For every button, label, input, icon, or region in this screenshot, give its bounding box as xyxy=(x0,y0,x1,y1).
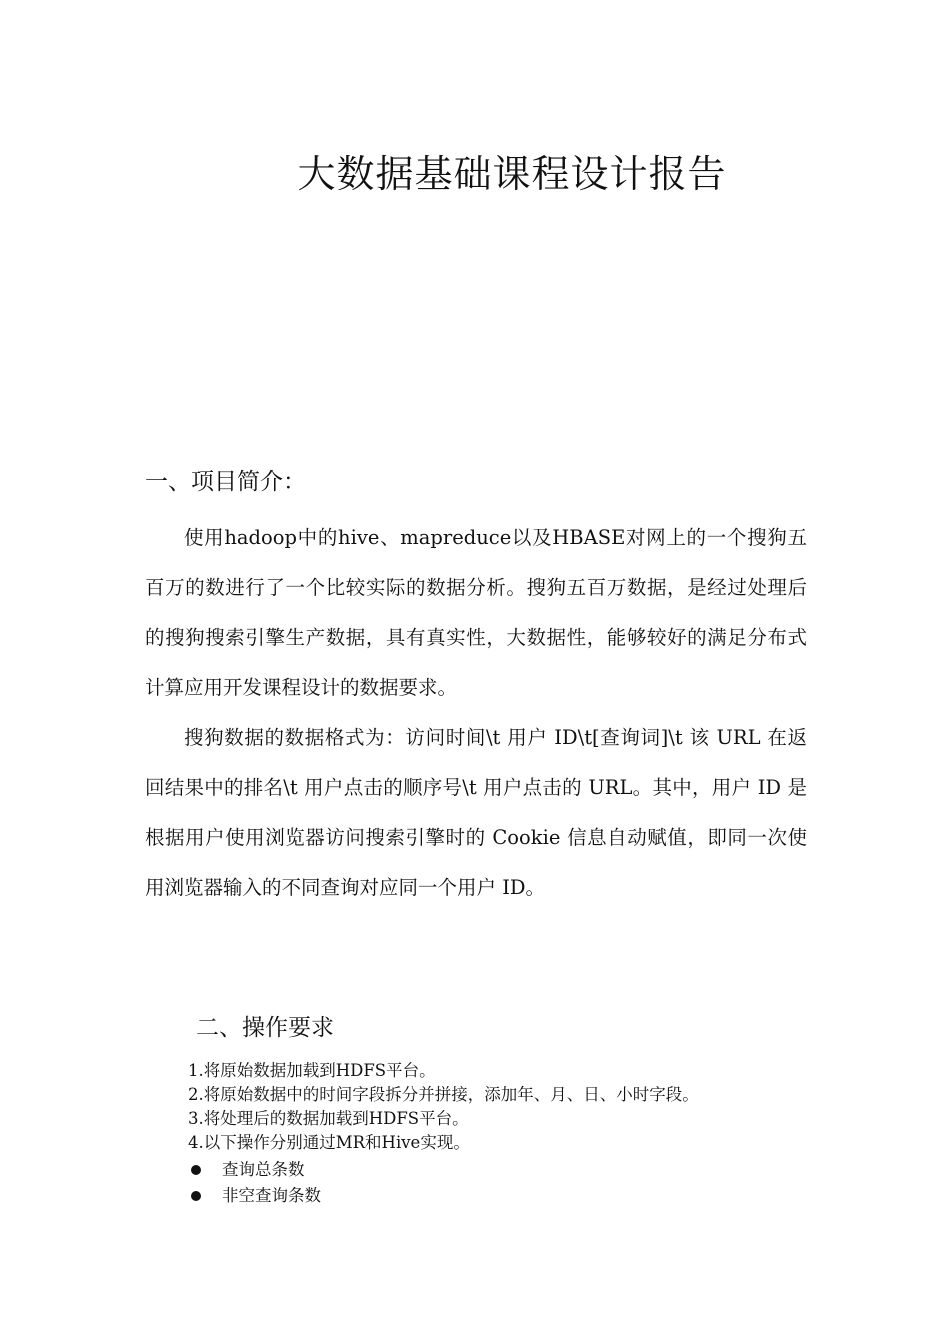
section-heading-project-intro: 一、项目简介： xyxy=(145,469,306,495)
bullet-item xyxy=(188,1183,321,1209)
bullet-dot-icon xyxy=(191,1191,201,1201)
requirements-list xyxy=(188,1059,828,1155)
intro-paragraph: 使用hadoop中的hive、mapreduce以及HBASE对网上的一个搜狗五百万的数进行了一个比较实际的数据分析。搜狗五百万数据，是经过处理后的搜狗搜索引擎生产数据，具有真实性，大数据性，能够较好的满足分布式计算应用开发课程设计的数据要求。 xyxy=(145,526,807,699)
bullet-text: 非空查询条数 xyxy=(222,1186,321,1205)
requirement-item: 4.以下操作分别通过MR和Hive实现。 xyxy=(188,1133,470,1152)
bullet-dot-icon xyxy=(191,1165,201,1175)
bullet-item xyxy=(188,1157,321,1183)
operation-bullet-list xyxy=(188,1157,321,1209)
bullet-text: 查询总条数 xyxy=(222,1160,305,1179)
document-title: 大数据基础课程设计报告 xyxy=(297,152,727,196)
requirement-item: 2.将原始数据中的时间字段拆分并拼接，添加年、月、日、小时字段。 xyxy=(188,1085,699,1104)
requirement-item: 1.将原始数据加载到HDFS平台。 xyxy=(188,1061,436,1080)
project-intro-body xyxy=(145,513,807,913)
requirement-item: 3.将处理后的数据加载到HDFS平台。 xyxy=(188,1109,469,1128)
intro-paragraph: 搜狗数据的数据格式为：访问时间\t 用户 ID\t[查询词]\t 该 URL 在返回结果中的排名\t 用户点击的顺序号\t 用户点击的 URL。其中，用户 ID 是根据用户使用浏览器访问搜索引擎时的 Cookie 信息自动赋值，即同一次使用浏览器输入的不同查询对应同一个用户 ID。 xyxy=(145,726,807,899)
section-heading-requirements: 二、操作要求 xyxy=(196,1015,334,1041)
